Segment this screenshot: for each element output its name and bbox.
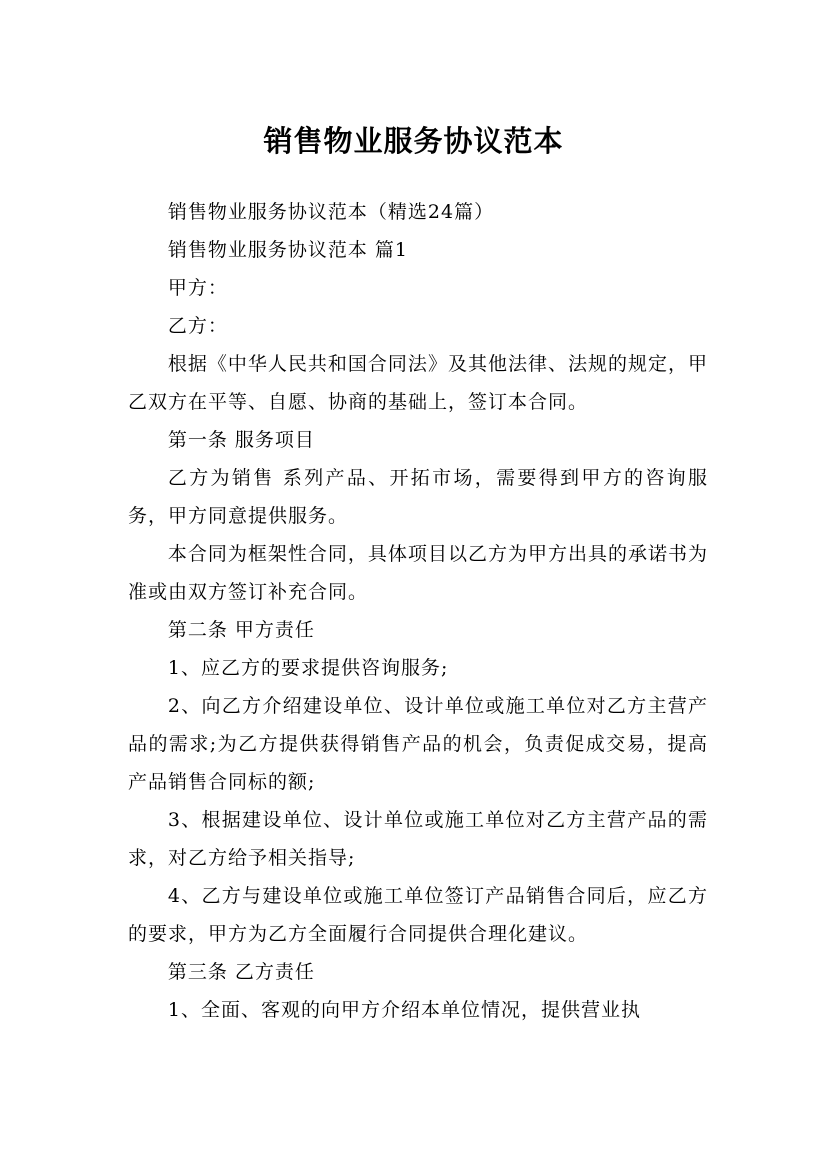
list-item: 4、乙方与建设单位或施工单位签订产品销售合同后，应乙方的要求，甲方为乙方全面履行合同提供合理化建议。 — [128, 885, 708, 945]
section-heading: 第三条 乙方责任 — [167, 961, 315, 983]
section-heading: 第一条 服务项目 — [167, 429, 315, 451]
paragraph: 根据《中华人民共和国合同法》及其他法律、法规的规定，甲乙双方在平等、自愿、协商的基础上，签订本合同。 — [128, 353, 708, 413]
section-heading: 第二条 甲方责任 — [167, 619, 315, 641]
paragraph: 甲方： — [167, 277, 228, 299]
document-body — [128, 193, 708, 1029]
paragraph: 本合同为框架性合同，具体项目以乙方为甲方出具的承诺书为准或由双方签订补充合同。 — [128, 543, 708, 603]
paragraph: 销售物业服务协议范本（精选24篇） — [167, 201, 495, 223]
paragraph: 销售物业服务协议范本 篇1 — [167, 239, 409, 261]
list-item: 2、向乙方介绍建设单位、设计单位或施工单位对乙方主营产品的需求;为乙方提供获得销售产品的机会，负责促成交易，提高产品销售合同标的额; — [128, 695, 708, 793]
paragraph: 乙方： — [167, 315, 228, 337]
document-title: 销售物业服务协议范本 — [263, 124, 564, 159]
list-item: 1、应乙方的要求提供咨询服务; — [167, 657, 449, 679]
list-item: 1、全面、客观的向甲方介绍本单位情况，提供营业执 — [167, 999, 641, 1021]
list-item: 3、根据建设单位、设计单位或施工单位对乙方主营产品的需求，对乙方给予相关指导; — [128, 809, 708, 869]
paragraph: 乙方为销售 系列产品、开拓市场，需要得到甲方的咨询服务，甲方同意提供服务。 — [128, 467, 708, 527]
